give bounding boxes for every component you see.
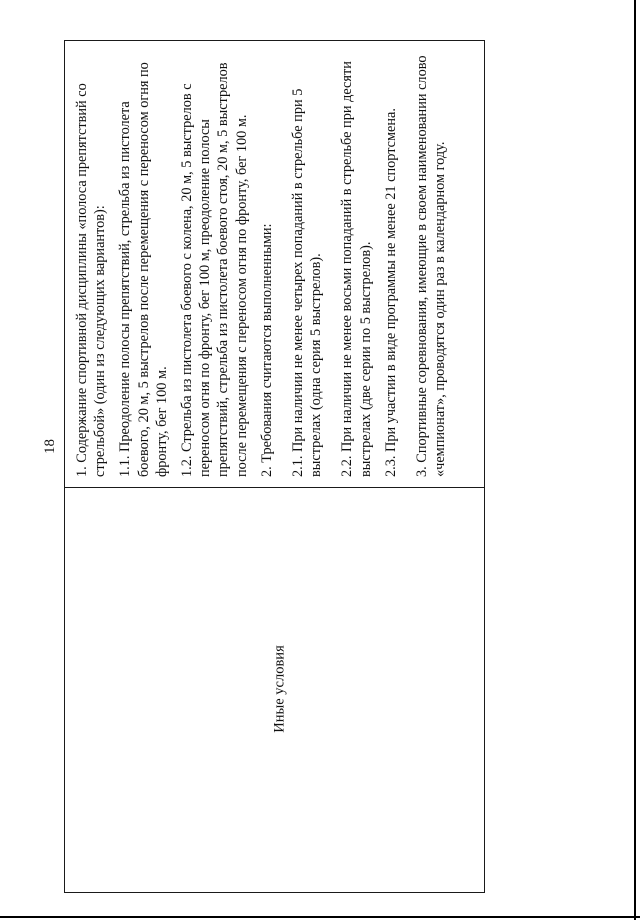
scan-border-bottom bbox=[0, 916, 640, 918]
conditions-text bbox=[73, 49, 456, 477]
item-2-1: 2.1. При наличии не менее четырех попаданий в стрельбе при 5 выстрелах (одна серия 5 выстрелов). bbox=[290, 88, 325, 477]
item-2-3: 2.3. При участии в виде программы не менее 21 спортсмена. bbox=[382, 108, 399, 477]
item-2-2: 2.2. При наличии не менее восьми попаданий в стрельбе при десяти выстрелах (две серии по 5 выстрелов). bbox=[339, 61, 374, 477]
row-label: Иные условия bbox=[271, 645, 288, 733]
item-1: 1. Содержание спортивной дисциплины «полоса препятствий со стрельбой» (один из следующих вариантов): bbox=[74, 83, 109, 477]
item-1-1: 1.1. Преодоление полосы препятствий, стрельба из пистолета боевого, 20 м, 5 выстрелов после перемещения с переносом огня по фронту, бег 100 м. bbox=[117, 62, 170, 477]
item-3: 3. Спортивные соревнования, имеющие в своем наименовании слово «чемпионат», проводятся один раз в календарном году. bbox=[414, 55, 449, 477]
conditions-cell bbox=[65, 41, 486, 487]
item-1-2: 1.2. Стрельба из пистолета боевого с колена, 20 м, 5 выстрелов с переносом огня по фронту, бег 100 м, преодоление полосы препятствий, стрельба из пистолета боевого стоя, 20 м, 5 выстрелов после перемещения с переносом огня по фронту, бег 100 м. bbox=[179, 62, 250, 477]
scan-border-right bbox=[634, 0, 636, 920]
label-cell bbox=[65, 487, 484, 892]
conditions-table bbox=[64, 40, 485, 893]
item-2: 2. Требования считаются выполненными: bbox=[258, 223, 275, 477]
page-number: 18 bbox=[42, 439, 58, 454]
